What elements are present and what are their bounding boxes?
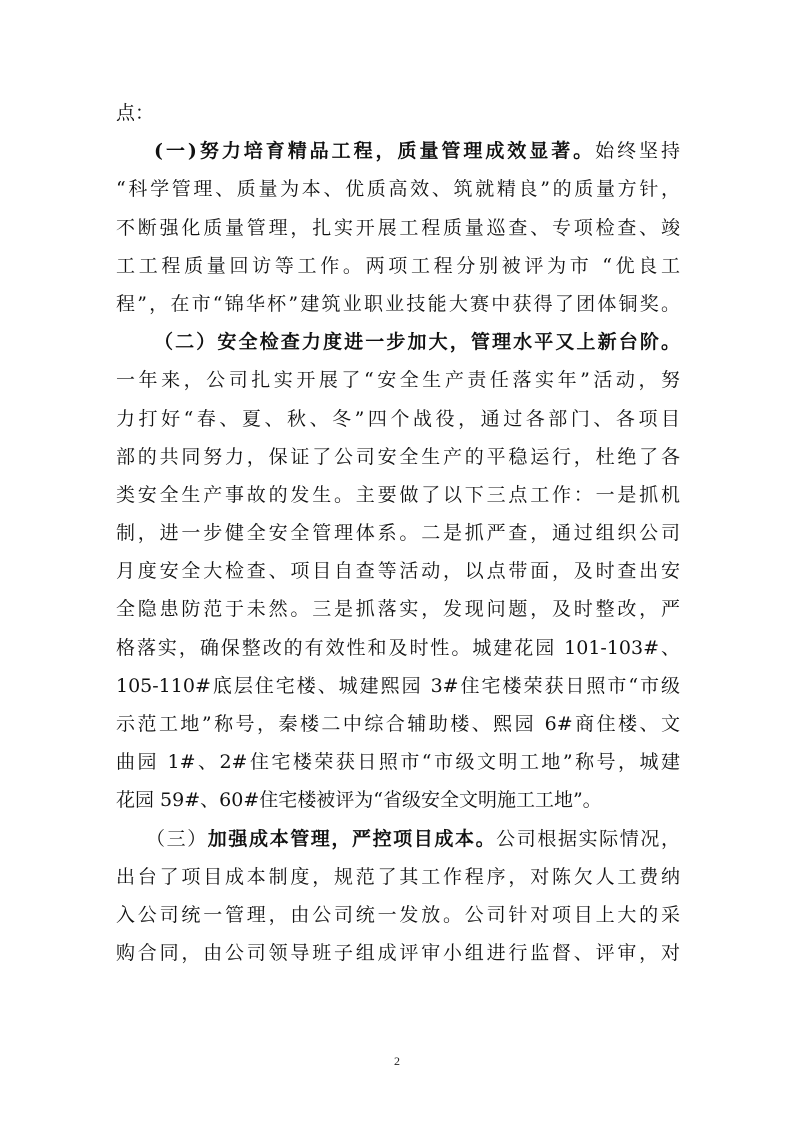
text-line (116, 400, 680, 438)
text-line (116, 552, 680, 590)
text-line (116, 170, 680, 208)
line-text: 力打好“春、夏、秋、冬”四个战役，通过各部门、各项目 (116, 407, 680, 430)
line-text: 一年来，公司扎实开展了“安全生产责任落实年”活动，努 (116, 369, 680, 392)
text-line (116, 285, 680, 323)
line-text: 工工程质量回访等工作。两项工程分别被评为市 “优良工 (116, 254, 680, 277)
text-line (116, 743, 680, 781)
line-text: 点： (116, 102, 155, 124)
text-line (116, 361, 680, 399)
document-body (116, 94, 680, 972)
text-line (116, 934, 680, 972)
text-line (116, 896, 680, 934)
text-line (116, 94, 680, 132)
line-text: 制，进一步健全安全管理体系。二是抓严查，通过组织公司 (116, 522, 680, 545)
line-text: 程”，在市“锦华杯”建筑业职业技能大赛中获得了团体铜奖。 (116, 292, 680, 315)
line-text: 月度安全大检查、项目自查等活动，以点带面，及时查出安 (116, 560, 680, 583)
text-line (116, 247, 680, 285)
line-text: 曲园 1#、2#住宅楼荣获日照市“市级文明工地”称号，城建 (116, 751, 680, 774)
line-text: 类安全生产事故的发生。主要做了以下三点工作：一是抓机 (116, 483, 680, 506)
section-1-heading: (一)努力培育精品工程，质量管理成效显著。 (154, 140, 596, 163)
section-3-heading: 加强成本管理，严控项目成本。 (207, 827, 497, 850)
line-text: “科学管理、质量为本、优质高效、筑就精良”的质量方针， (116, 178, 680, 201)
line-text: 出台了项目成本制度，规范了其工作程序，对陈欠人工费纳 (116, 865, 680, 888)
page-number: 2 (394, 1054, 400, 1068)
line-text: 花园 59#、60#住宅楼被评为“省级安全文明施工工地”。 (116, 789, 602, 812)
text-line (116, 858, 680, 896)
text-line (116, 629, 680, 667)
text-line (116, 667, 680, 705)
line-text: 格落实，确保整改的有效性和及时性。城建花园 101-103#、 (116, 636, 680, 659)
text-line (116, 209, 680, 247)
line-text: 入公司统一管理，由公司统一发放。公司针对项目上大的采 (116, 903, 680, 926)
line-text: 部的共同努力，保证了公司安全生产的平稳运行，杜绝了各 (116, 445, 680, 468)
line-text: 公司根据实际情况， (496, 827, 680, 850)
line-text: 示范工地”称号，秦楼二中综合辅助楼、熙园 6#商住楼、文 (116, 713, 680, 735)
line-text: 不断强化质量管理，扎实开展工程质量巡查、专项检查、竣 (116, 216, 680, 239)
text-line (116, 514, 680, 552)
line-text: 始终坚持 (595, 140, 680, 163)
section-2-heading-line (116, 323, 680, 361)
line-text: 105-110#底层住宅楼、城建熙园 3#住宅楼荣获日照市“市级 (116, 674, 680, 697)
text-line (116, 476, 680, 514)
section-3-heading-line (116, 820, 680, 858)
line-text: 购合同，由公司领导班子组成评审小组进行监督、评审，对 (116, 942, 680, 965)
text-line (116, 590, 680, 628)
section-1-heading-line (116, 132, 680, 170)
text-line (116, 705, 680, 743)
section-3-prefix: （三） (146, 827, 208, 850)
text-line (116, 781, 680, 819)
line-text: 全隐患防范于未然。三是抓落实，发现问题，及时整改，严 (116, 598, 680, 621)
text-line (116, 438, 680, 476)
section-2-heading: （二）安全检查力度进一步加大，管理水平又上新台阶。 (154, 331, 680, 354)
